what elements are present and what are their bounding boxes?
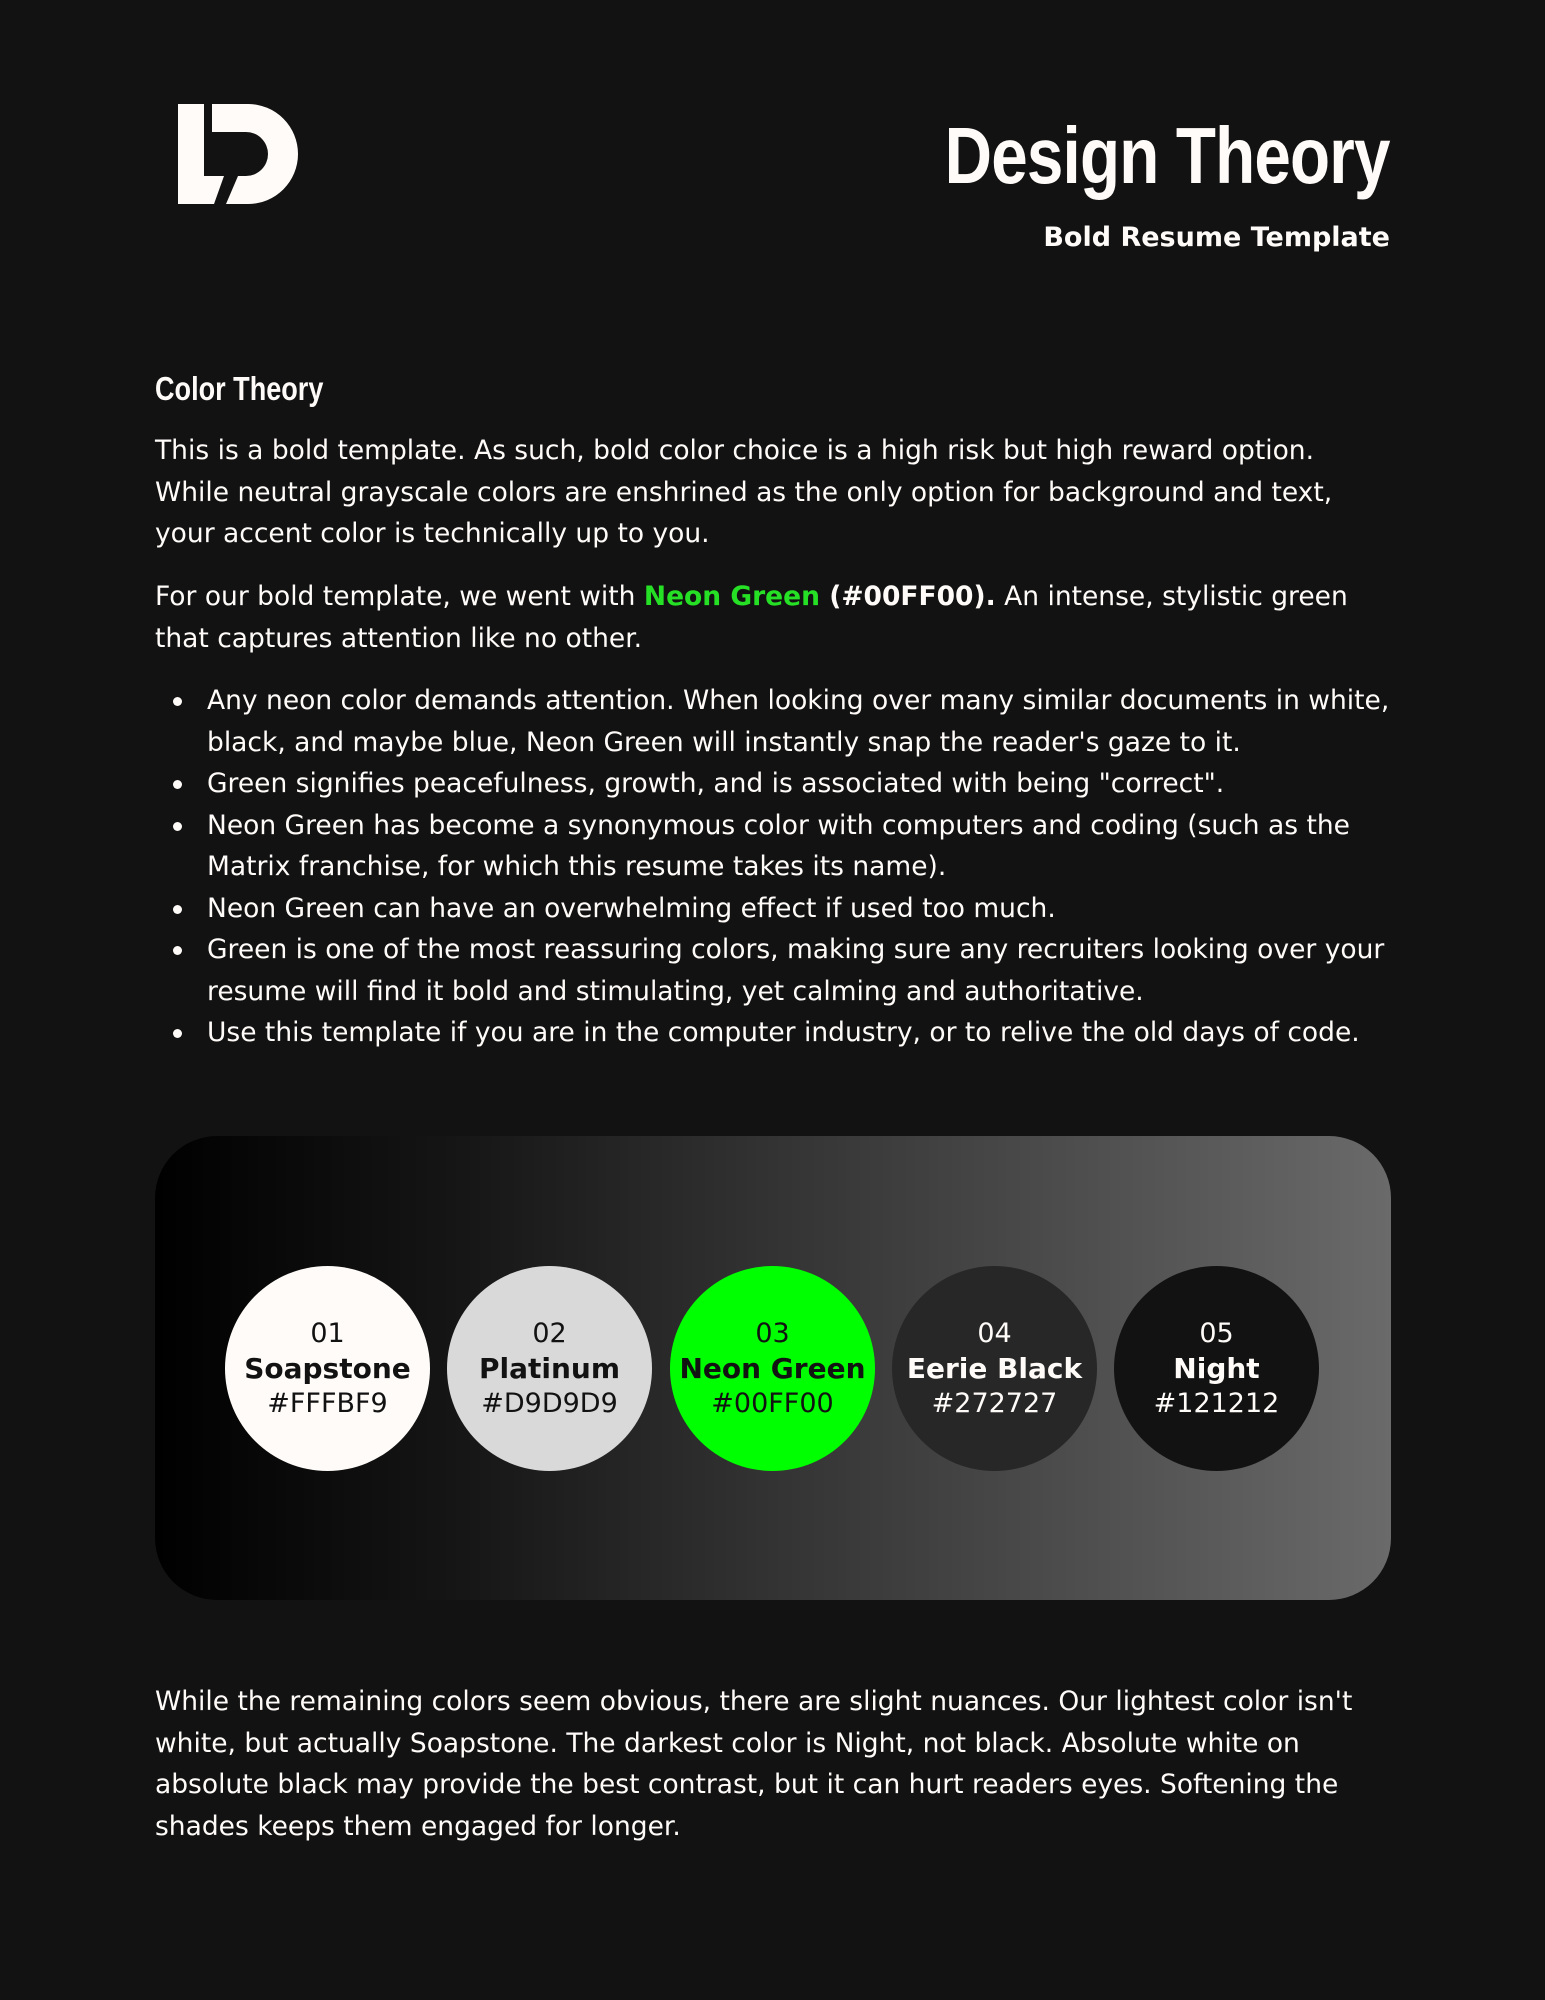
ld-monogram-icon xyxy=(178,104,304,204)
swatch-number: 01 xyxy=(310,1318,345,1349)
swatch-hex: #272727 xyxy=(931,1388,1058,1419)
swatch-number: 05 xyxy=(1199,1318,1234,1349)
color-palette-card xyxy=(155,1136,1391,1600)
swatch-name: Soapstone xyxy=(244,1352,411,1385)
swatch-soapstone xyxy=(225,1266,430,1471)
swatch-hex: #121212 xyxy=(1153,1388,1280,1419)
list-item: Green is one of the most reassuring colors, making sure any recruiters looking over your resume will find it bold and stimulating, yet calming and authoritative. xyxy=(155,929,1405,1012)
list-item: Use this template if you are in the computer industry, or to relive the old days of code. xyxy=(155,1012,1405,1054)
accent-color-name: Neon Green xyxy=(643,581,820,612)
swatch-hex: #D9D9D9 xyxy=(481,1388,618,1419)
swatch-name: Eerie Black xyxy=(906,1352,1083,1385)
swatch-name: Night xyxy=(1173,1352,1260,1385)
swatch-number: 02 xyxy=(532,1318,567,1349)
list-item: Green signifies peacefulness, growth, and is associated with being "correct". xyxy=(155,763,1405,805)
accent-color-code: (#00FF00). xyxy=(820,581,996,612)
bullet-list xyxy=(155,680,1405,1054)
swatch-platinum xyxy=(447,1266,652,1471)
list-item: Any neon color demands attention. When looking over many similar documents in white, black, and maybe blue, Neon Green will instantly snap the reader's gaze to it. xyxy=(155,680,1405,763)
swatch-hex: #00FF00 xyxy=(711,1388,834,1419)
header xyxy=(847,108,1390,253)
swatch-name: Platinum xyxy=(478,1352,621,1385)
swatch-name: Neon Green xyxy=(679,1352,866,1385)
page-subtitle: Bold Resume Template xyxy=(1043,222,1390,253)
swatch-number: 04 xyxy=(977,1318,1012,1349)
swatch-neon-green xyxy=(670,1266,875,1471)
list-item: Neon Green has become a synonymous color with computers and coding (such as the Matrix franchise, for which this resume takes its name). xyxy=(155,805,1405,888)
list-item: Neon Green can have an overwhelming effect if used too much. xyxy=(155,888,1405,930)
intro-paragraph: This is a bold template. As such, bold color choice is a high risk but high reward option. While neutral grayscale colors are enshrined as the only option for background and text, your accent color is technically up to you. xyxy=(155,435,1333,549)
swatch-eerie-black xyxy=(892,1266,1097,1471)
swatch-night xyxy=(1114,1266,1319,1471)
accent-paragraph-tail: An intense, stylistic green that captures attention like no other. xyxy=(155,581,1348,654)
accent-paragraph xyxy=(155,576,1395,659)
swatch-hex: #FFFBF9 xyxy=(267,1388,388,1419)
closing-paragraph: While the remaining colors seem obvious, there are slight nuances. Our lightest color isn't white, but actually Soapstone. The darkest color is Night, not black. Absolute white on absolute black may provide the best contrast, but it can hurt readers eyes. Softening the shades keeps them engaged for longer. xyxy=(155,1686,1353,1842)
swatch-number: 03 xyxy=(755,1318,790,1349)
accent-paragraph-lead: For our bold template, we went with xyxy=(155,581,644,612)
page-title: Design Theory xyxy=(945,111,1390,200)
section-heading: Color Theory xyxy=(155,370,324,407)
